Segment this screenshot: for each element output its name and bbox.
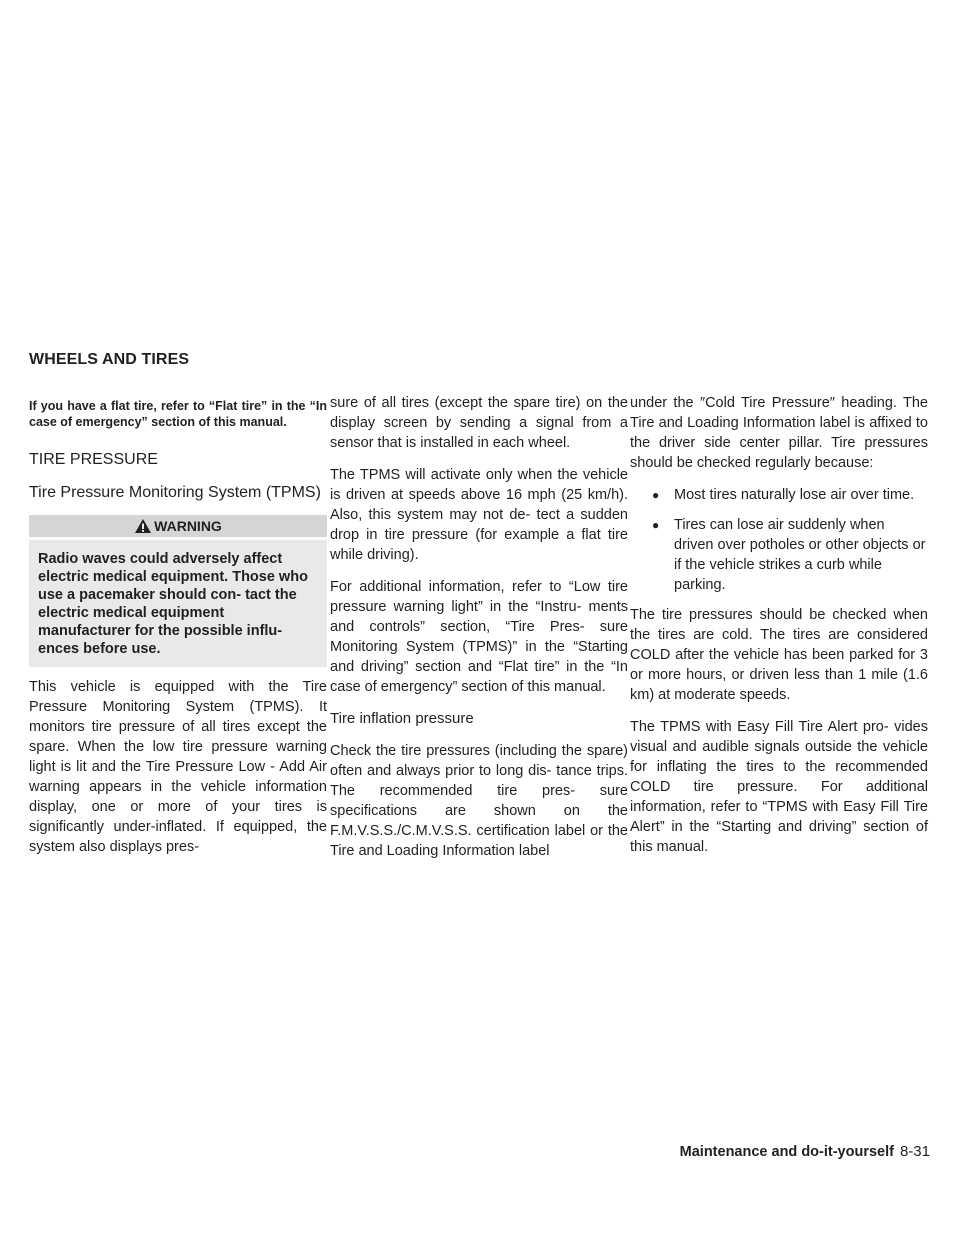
list-item: ● Tires can lose air suddenly when driven over potholes or other objects or if the vehicle strikes a curb while parking. xyxy=(652,517,926,593)
inflation-paragraph: Check the tire pressures (including the spare) often and always prior to long dis- tance trips. The recommended tire pres- sure specifications are shown on the F.M.V.S.S./C.M.V.S.S. certification label or the Tire and Loading Information label xyxy=(330,743,628,859)
tpms-paragraph: This vehicle is equipped with the Tire Pressure Monitoring System (TPMS). It monitors tire pressure of all tires except the spare. When the low tire pressure warning light is lit and the Tire Pressure Low - Add Air warning appears in the vehicle information display, one or more of your tires is significantly under-inflated. If equipped, the system also displays pres- xyxy=(29,679,327,855)
reasons-list xyxy=(630,485,928,595)
tpms-activation-paragraph: The TPMS will activate only when the vehicle is driven at speeds above 16 mph (25 km/h). Also, this system may not de- tect a sudden drop in tire pressure (for example a flat tire while driving). xyxy=(330,467,628,563)
page-footer xyxy=(680,1143,930,1160)
cold-check-paragraph: The tire pressures should be checked when the tires are cold. The tires are considered COLD after the vehicle has been parked for 3 or more hours, or driven less than 1 mile (1.6 km) at moderate speeds. xyxy=(630,607,928,703)
column-1 xyxy=(29,398,327,869)
bullet-icon: ● xyxy=(652,488,660,502)
bullet-icon: ● xyxy=(652,518,660,532)
cold-pressure-paragraph: under the ″Cold Tire Pressure″ heading. The Tire and Loading Information label is affixed to the driver side center pillar. Tire pressures should be checked regularly because: xyxy=(630,395,928,471)
flat-tire-note: If you have a flat tire, refer to “Flat tire” in the “In case of emergency” section of this manual. xyxy=(29,399,327,429)
warning-text: Radio waves could adversely affect electric medical equipment. Those who use a pacemaker should con- tact the electric medical equipment manufacturer for the possible influ- ences before use. xyxy=(29,540,327,667)
additional-info-paragraph: For additional information, refer to “Low tire pressure warning light” in the “Instru- ments and controls” section, “Tire Pres- sure Monitoring System (TPMS)” in the “Starting and driving” section and “Flat tire” in the “In case of emergency” section of this manual. xyxy=(330,579,628,695)
heading-tire-pressure: TIRE PRESSURE xyxy=(29,451,158,468)
subheading-tire-inflation: Tire inflation pressure xyxy=(330,710,474,727)
list-item: ● Most tires naturally lose air over time. xyxy=(652,487,915,503)
tpms-display-paragraph: sure of all tires (except the spare tire) on the display screen by sending a signal from a sensor that is installed in each wheel. xyxy=(330,395,628,451)
page-number: 8-31 xyxy=(899,1143,930,1160)
column-3 xyxy=(630,393,928,869)
subheading-tpms: Tire Pressure Monitoring System (TPMS) xyxy=(29,484,321,501)
warning-label: WARNING xyxy=(154,518,222,534)
section-title: WHEELS AND TIRES xyxy=(29,351,190,368)
warning-header xyxy=(29,515,327,537)
warning-triangle-icon xyxy=(134,518,152,534)
chapter-title: Maintenance and do-it-yourself xyxy=(679,1144,894,1160)
easy-fill-paragraph: The TPMS with Easy Fill Tire Alert pro- vides visual and audible signals outside the vehicle for inflating the tires to the recommended COLD tire pressure. For additional information, refer to “TPMS with Easy Fill Tire Alert” in the “Starting and driving” section of this manual. xyxy=(630,719,928,855)
column-2 xyxy=(330,393,628,873)
